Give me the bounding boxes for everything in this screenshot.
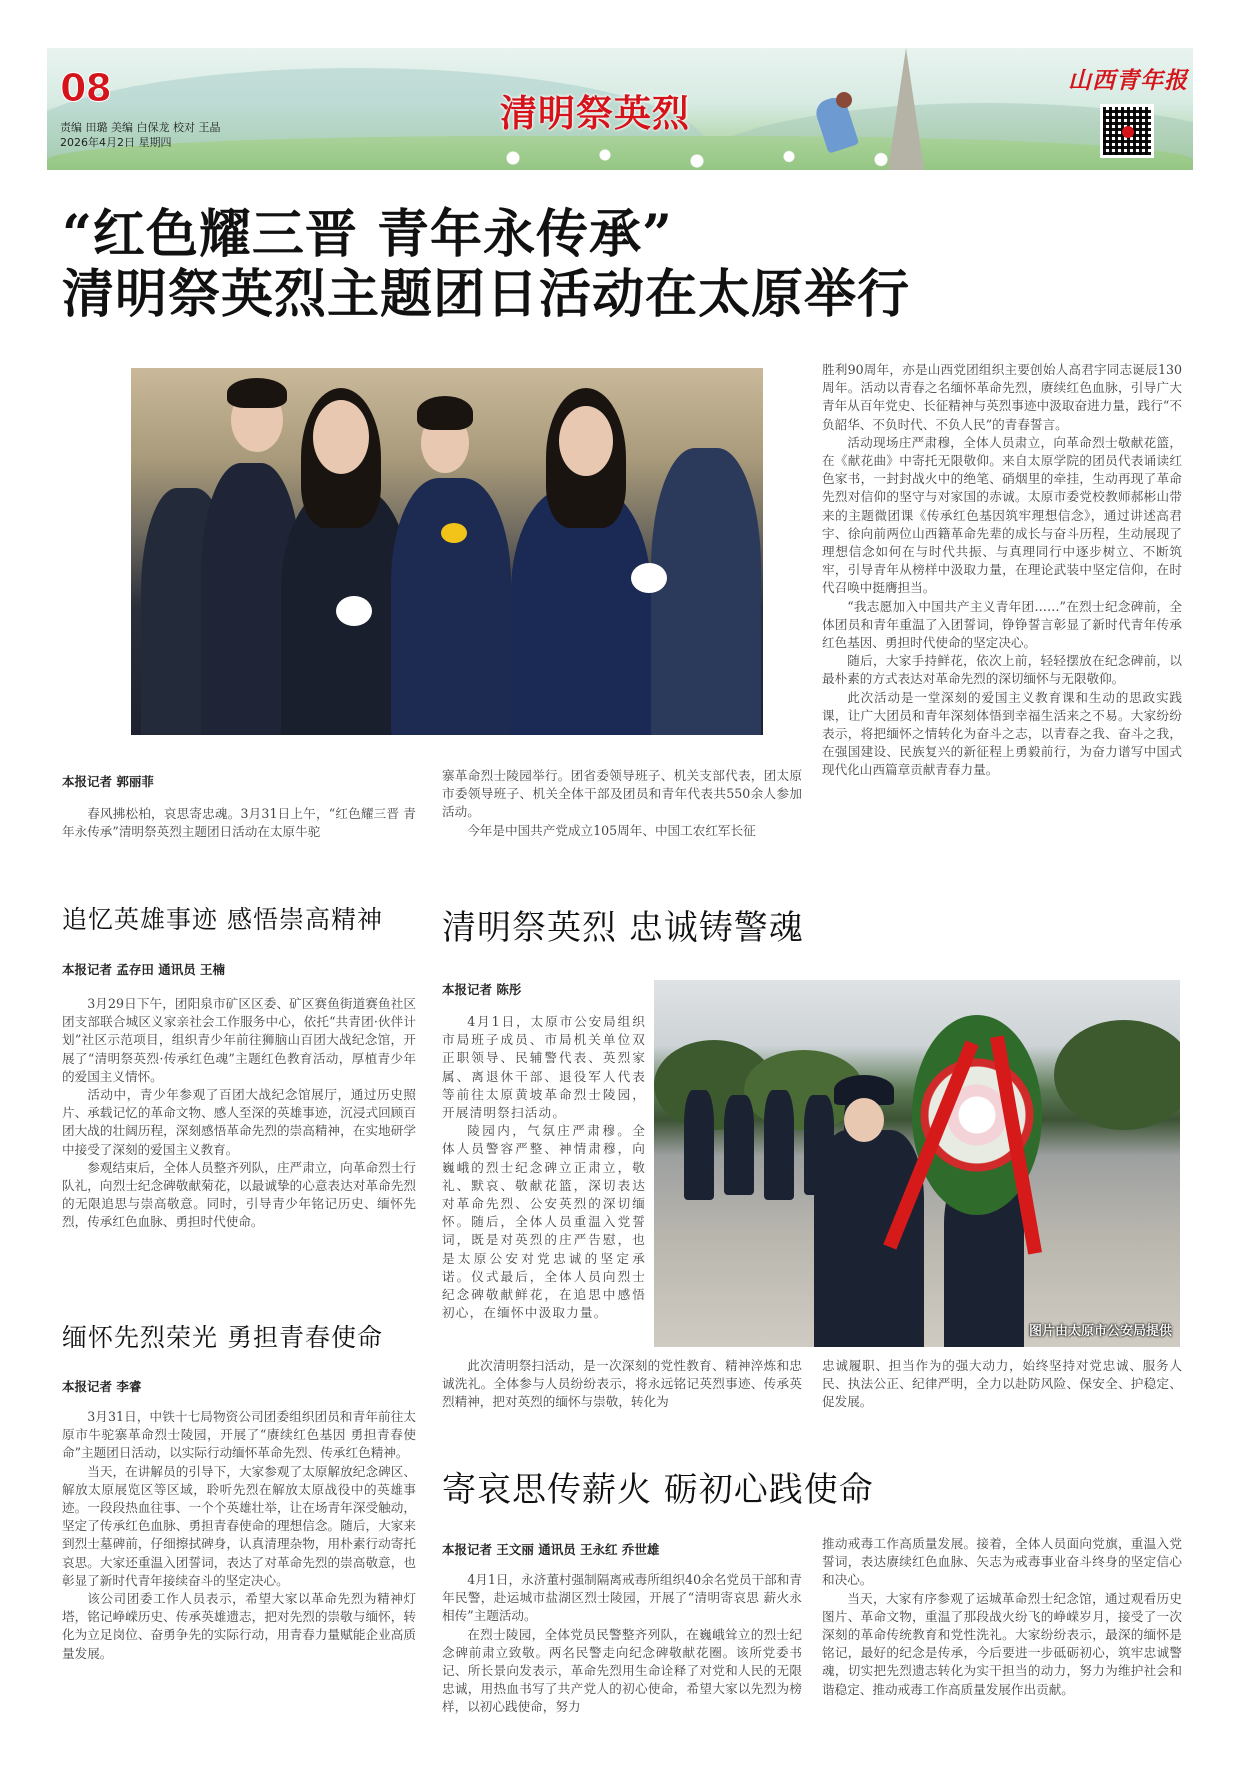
lead-article-column-2 [442, 767, 802, 840]
police-ceremony-photo [654, 980, 1180, 1347]
paragraph: 今年是中国共产党成立105周年、中国工农红军长征 [467, 822, 756, 838]
paragraph: 当天，大家有序参观了运城革命烈士纪念馆，通过观看历史图片、革命文物，重温了那段战火纷飞的峥嵘岁月，接受了一次深刻的革命传统教育和党性洗礼。大家纷纷表示，最深的缅怀是铭记，最好的纪念是传承，今后要进一步砥砺初心，筑牢忠诚警魂，切实把先烈遗志转化为实干担当的动力，努力为维护社会和谐稳定、推动戒毒工作高质量发展作出贡献。 [822, 1590, 1182, 1697]
article-title-b: 缅怀先烈荣光 勇担青春使命 [62, 1323, 383, 1352]
qr-logo-dot [1122, 126, 1134, 138]
paragraph: 在烈士陵园，全体党员民警整齐列队，在巍峨耸立的烈士纪念碑前肃立致敬。两名民警走向纪念碑敬献花圈。该所党委书记、所长景向发表示，革命先烈用生命诠释了对党和人民的无限忠诚，用热血书写了共产党人的初心使命，希望大家以先烈为榜样，以初心践使命，努力 [442, 1626, 802, 1715]
paragraph: 推动戒毒工作高质量发展。接着，全体人员面向党旗，重温入党誓词，表达赓续红色血脉、矢志为戒毒事业奋斗终身的坚定信心和决心。 [822, 1536, 1182, 1588]
paragraph: 3月29日下午，团阳泉市矿区区委、矿区赛鱼街道赛鱼社区团支部联合城区义家亲社会工作服务中心，依托“共青团·伙伴计划”社区示范项目，组织青少年前往狮脑山百团大战纪念馆，开展了“清明祭英烈·传承红色魂”主题红色教育活动，厚植青少年的爱国主义情怀。 [62, 996, 416, 1084]
paragraph: “我志愿加入中国共产主义青年团……”在烈士纪念碑前，全体团员和青年重温了入团誓词，铮铮誓言彰显了新时代青年传承红色基因、勇担时代使命的坚定决心。 [822, 598, 1182, 651]
lead-photo-youth-ceremony [131, 368, 763, 735]
paragraph: 春风拂松柏，哀思寄忠魂。3月31日上午，“红色耀三晋 青年永传承”清明祭英烈主题团日活动在太原牛驼 [62, 806, 416, 840]
paragraph: 3月31日，中铁十七局物资公司团委组织团员和青年前往太原市牛驼寨革命烈士陵园，开展了“赓续红色基因 勇担青春使命”主题团日活动，以实际行动缅怀革命先烈、传承红色精神。 [62, 1409, 416, 1461]
lead-article-byline: 本报记者 郭丽菲 [62, 774, 154, 789]
newspaper-logo[interactable]: 山西青年报 [1068, 67, 1188, 94]
paragraph: 活动现场庄严肃穆，全体人员肃立，向革命烈士敬献花篮，在《献花曲》中寄托无限敬仰。来自太原学院的团员代表诵读红色家书，一封封战火中的绝笔、硝烟里的牵挂，生动再现了革命先烈对信仰的坚守与对家国的赤诚。太原市委党校教师郝彬山带来的主题微团课《传承红色基因筑牢理想信念》，通过讲述高君宇、徐向前两位山西籍革命先辈的成长与奋斗历程，生动展现了理想信念如何在与时代共振、与真理同行中逐步树立、不断筑牢，引导青年从榜样中汲取力量，在理论武装中坚定信仰，在时代召唤中挺膺担当。 [822, 434, 1182, 596]
paragraph: 4月1日，太原市公安局组织市局班子成员、市局机关单位双正职领导、民辅警代表、英烈家属、离退休干部、退役军人代表等前往太原黄坡革命烈士陵园，开展清明祭扫活动。 [442, 1014, 646, 1121]
section-title: 清明祭英烈 [500, 91, 690, 135]
article-b-byline: 本报记者 李睿 [62, 1379, 142, 1394]
article-c-byline: 本报记者 陈彤 [442, 982, 522, 997]
headline-line-2: 清明祭英烈主题团日活动在太原举行 [62, 264, 911, 325]
paragraph: 当天，在讲解员的引导下，大家参观了太原解放纪念碑区、解放太原展览区等区域，聆听先烈在解放太原战役中的英雄事迹。一段段热血往事、一个个英雄壮举，让在场青年深受触动，坚定了传承红色血脉、勇担青春使命的理想信念。随后，大家来到烈士墓碑前，仔细擦拭碑身，认真清理杂物，用朴素行动寄托哀思。大家还重温入团誓词，表达了对革命先烈的崇高敬意，也彰显了新时代青年接续奋斗的坚定决心。 [62, 1463, 416, 1588]
page-number: 08 [60, 66, 111, 110]
headline-line-1: “红色耀三晋 青年永传承” [62, 204, 673, 265]
qr-code-icon[interactable] [1100, 104, 1154, 158]
article-title-c: 清明祭英烈 忠诚铸警魂 [442, 908, 804, 948]
monument-icon [888, 48, 924, 170]
chrysanthemum-illustration [467, 143, 927, 170]
article-d-byline: 本报记者 王文丽 通讯员 王永红 乔世雄 [442, 1542, 660, 1557]
lead-article-column-1 [62, 805, 416, 841]
paragraph: 4月1日，永济董村强制隔离戒毒所组织40余名党员干部和青年民警，赴运城市盐湖区烈士陵园，开展了“清明寄哀思 薪火永相传”主题活动。 [442, 1572, 802, 1624]
article-d-column-1 [442, 1571, 802, 1717]
article-d-column-2 [822, 1535, 1182, 1699]
paragraph: 此次活动是一堂深刻的爱国主义教育课和生动的思政实践课，让广大团员和青年深刻体悟到幸福生活来之不易。大家纷纷表示，将把缅怀之情转化为奋斗之志，以青春之我、奋斗之我，在强国建设、民族复兴的新征程上勇毅前行，为奋力谱写中国式现代化山西篇章贡献青春力量。 [822, 689, 1182, 778]
article-title-d: 寄哀思传薪火 砺初心践使命 [442, 1470, 874, 1510]
article-a-body [62, 995, 416, 1232]
article-c-wide-column-2 [822, 1357, 1182, 1412]
editor-credits [60, 120, 220, 150]
editors-line: 责编 田璐 美编 白保龙 校对 王晶 [60, 121, 221, 134]
paragraph: 陵园内，气氛庄严肃穆。全体人员警容严整、神情肃穆，向巍峨的烈士纪念碑立正肃立，敬礼、默哀、敬献花篮，深切表达对革命先烈、公安英烈的深切缅怀。随后，全体人员重温入党誓词，既是对英烈的庄严告慰，也是太原公安对党忠诚的坚定承诺。仪式最后，全体人员向烈士纪念碑敬献鲜花，在追思中感悟初心，在缅怀中汲取力量。 [442, 1123, 646, 1321]
article-a-byline: 本报记者 孟存田 通讯员 王楠 [62, 962, 226, 977]
paragraph: 随后，大家手持鲜花，依次上前，轻轻摆放在纪念碑前，以最朴素的方式表达对革命先烈的深切缅怀与无限敬仰。 [822, 653, 1182, 687]
article-b-body [62, 1408, 416, 1663]
paragraph: 活动中，青少年参观了百团大战纪念馆展厅，通过历史照片、承载记忆的革命文物、感人至深的英雄事迹，沉浸式回顾百团大战的壮阔历程，深刻感悟革命先烈的崇高精神，在实地研学中接受了深刻的爱国主义教育。 [62, 1087, 416, 1157]
paragraph: 忠诚履职、担当作为的强大动力，始终坚持对党忠诚、服务人民、执法公正、纪律严明，全力以赴防风险、保安全、护稳定、促发展。 [822, 1358, 1182, 1410]
article-c-narrow-column [442, 1013, 646, 1322]
photo-credit: 图片由太原市公安局提供 [1028, 1324, 1172, 1339]
paragraph: 胜利90周年，亦是山西党团组织主要创始人高君宇同志诞辰130周年。活动以青春之名缅怀革命先烈，赓续红色血脉，引导广大青年从百年党史、长征精神与英烈事迹中汲取奋进力量，践行“不负韶华、不负时代、不负人民”的青春誓言。 [822, 362, 1182, 432]
main-headline [62, 205, 910, 325]
paragraph: 此次清明祭扫活动，是一次深刻的党性教育、精神淬炼和忠诚洗礼。全体参与人员纷纷表示，将永远铭记英烈事迹、传承英烈精神，把对英烈的缅怀与崇敬，转化为 [442, 1358, 802, 1410]
paragraph: 该公司团委工作人员表示，希望大家以革命先烈为精神灯塔，铭记峥嵘历史、传承英雄遗志，把对先烈的崇敬与缅怀，转化为立足岗位、奋勇争先的实际行动，用青春力量赋能企业高质量发展。 [62, 1591, 416, 1661]
paragraph: 寨革命烈士陵园举行。团省委领导班子、机关支部代表，团太原市委领导班子、机关全体干部及团员和青年代表共550余人参加活动。 [442, 768, 802, 820]
issue-date: 2026年4月2日 星期四 [60, 136, 172, 149]
mourner-head-illustration [836, 92, 852, 108]
paragraph: 参观结束后，全体人员整齐列队，庄严肃立，向革命烈士行队礼，向烈士纪念碑敬献菊花，以最诚挚的心意表达对革命先烈的无限追思与崇高敬意。同时，引导青少年铭记历史、缅怀先烈，传承红色血脉、勇担时代使命。 [62, 1159, 416, 1230]
article-title-a: 追忆英雄事迹 感悟崇高精神 [62, 905, 383, 934]
article-c-wide-column-1 [442, 1357, 802, 1412]
lead-article-column-3 [822, 361, 1182, 780]
